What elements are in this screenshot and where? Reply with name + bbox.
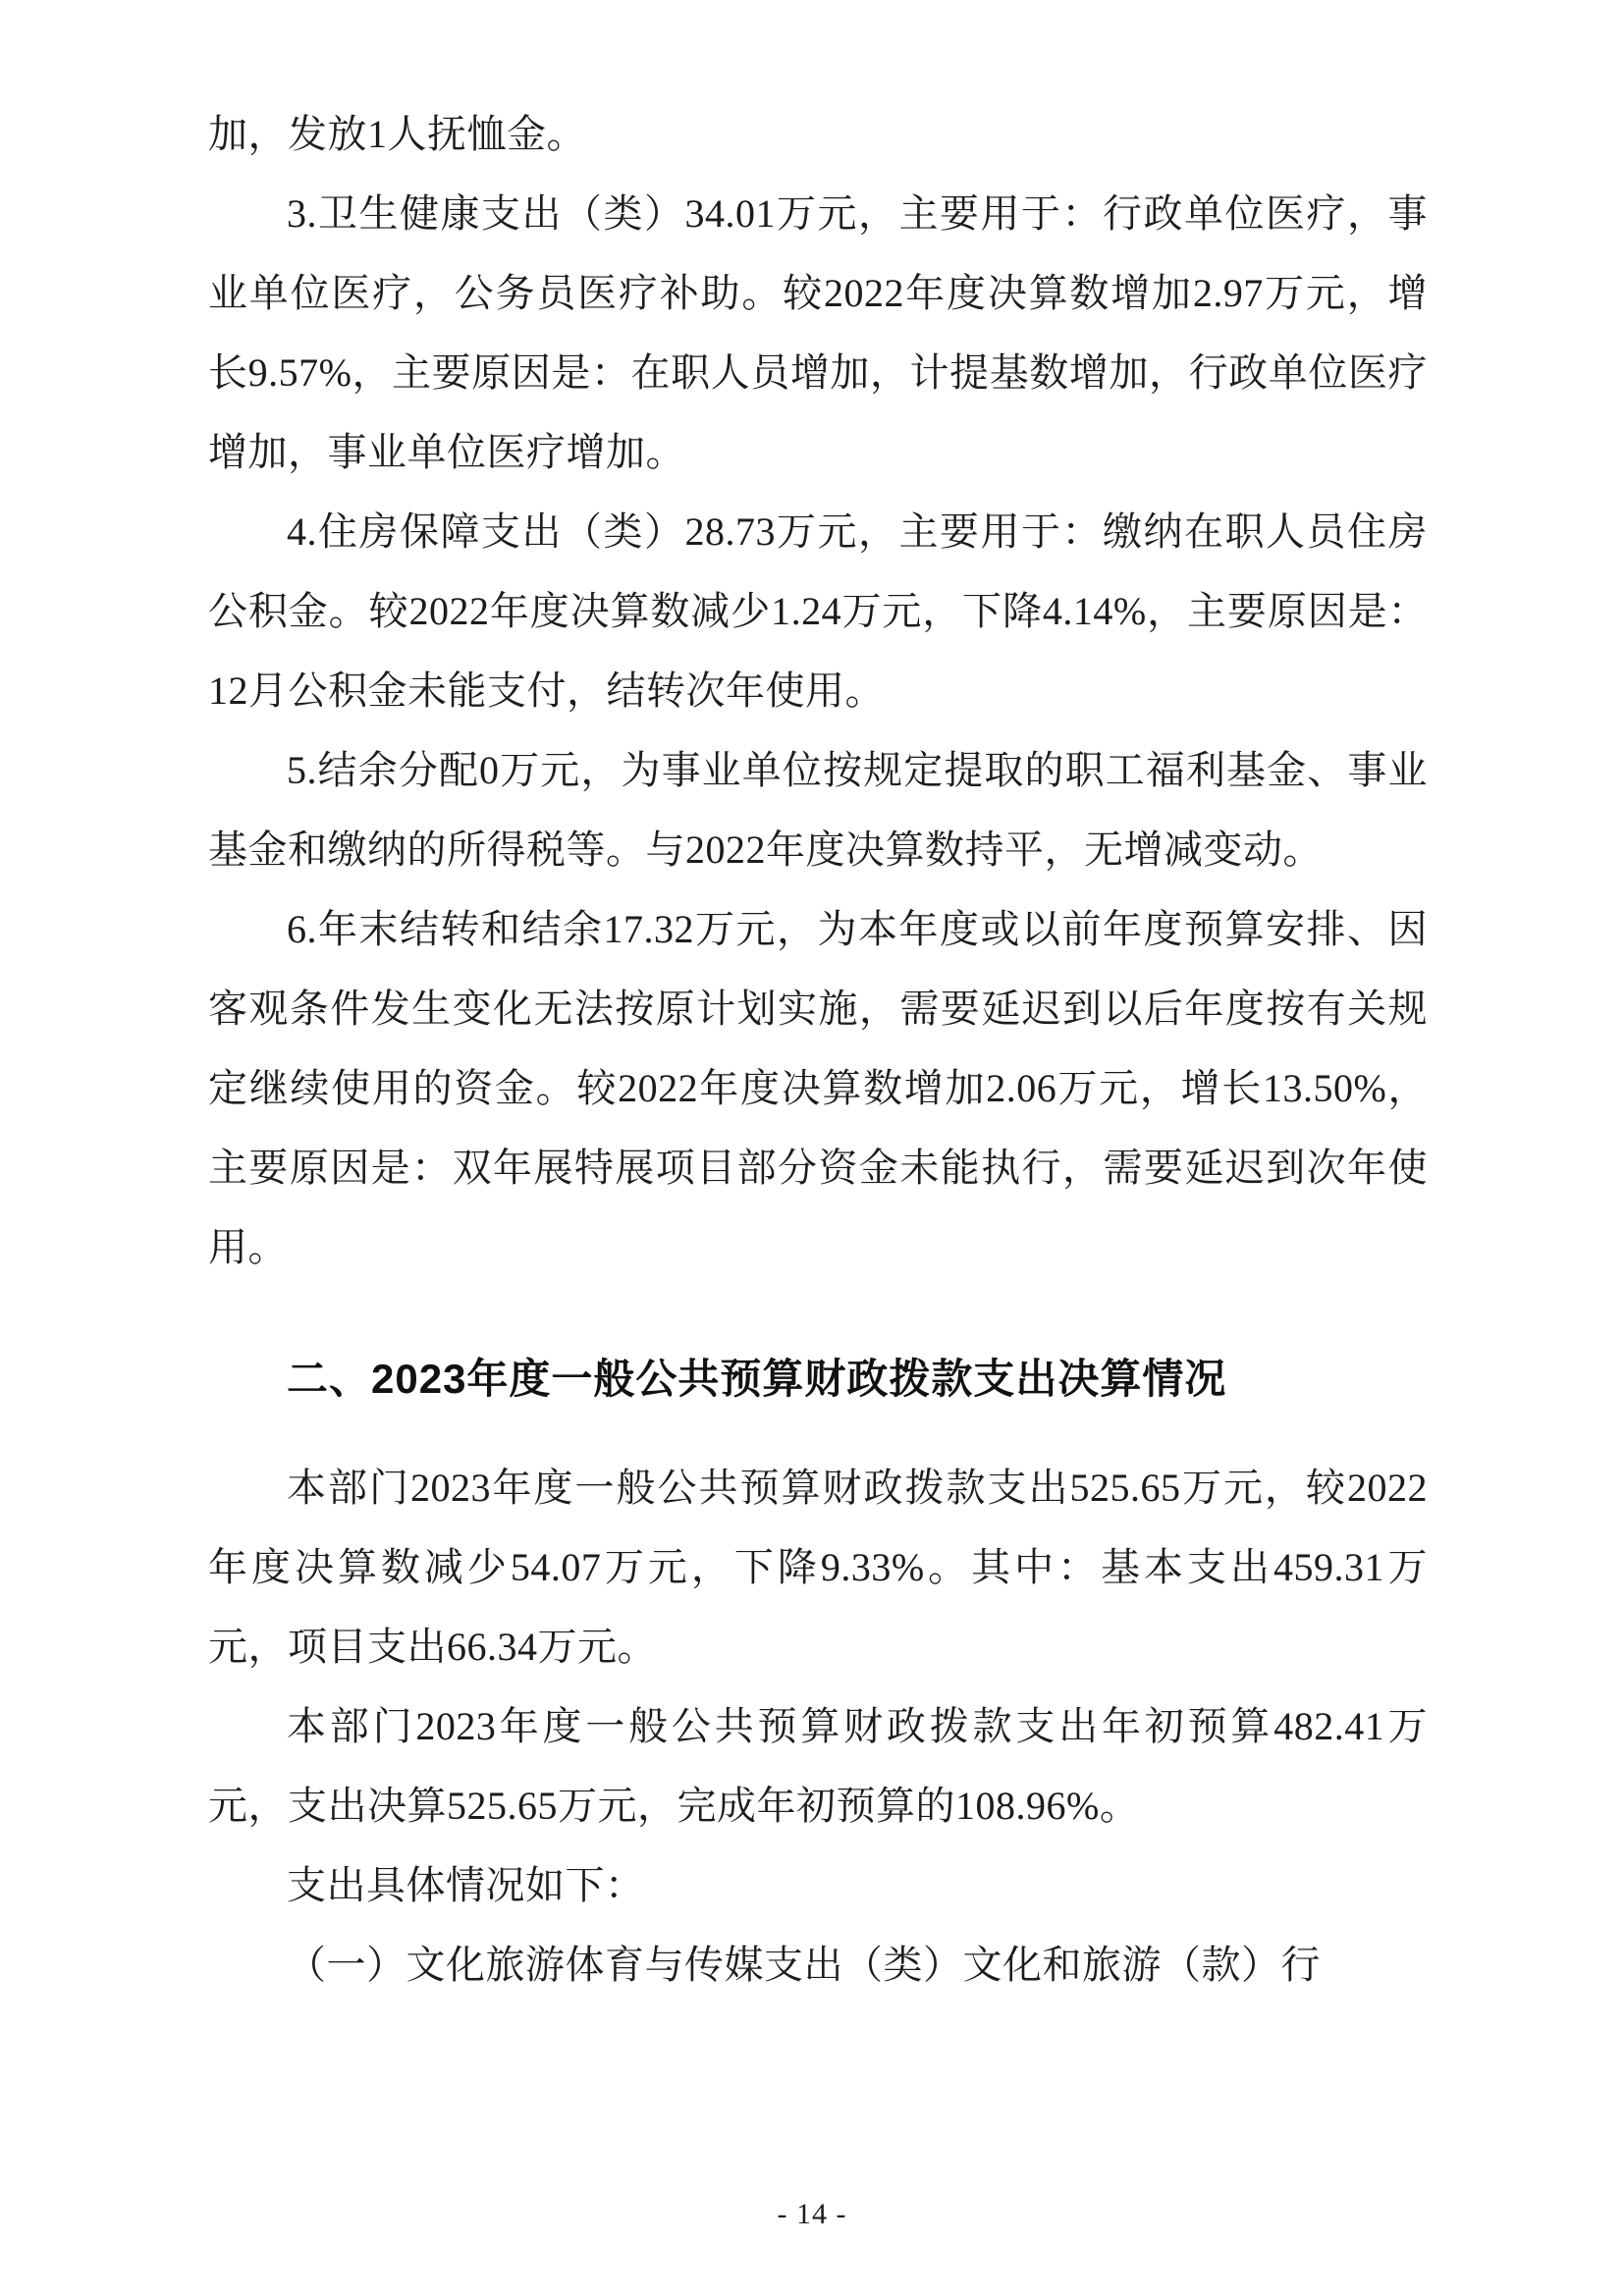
paragraph-item-5: 5.结余分配0万元，为事业单位按规定提取的职工福利基金、事业基金和缴纳的所得税等。与2022年度决算数持平，无增减变动。 [208,748,1428,872]
section-heading: 二、2023年度一般公共预算财政拨款支出决算情况 [287,1356,1227,1402]
paragraph-item-3: 3.卫生健康支出（类）34.01万元，主要用于：行政单位医疗，事业单位医疗，公务员医疗补助。较2022年度决算数增加2.97万元，增长9.57%，主要原因是：在职人员增加，计提基数增加，行政单位医疗增加，事业单位医疗增加。 [208,191,1428,474]
section-paragraph-1: 本部门2023年度一般公共预算财政拨款支出525.65万元，较2022年度决算数减少54.07万元，下降9.33%。其中：基本支出459.31万元，项目支出66.34万元。 [208,1466,1428,1669]
paragraph-item-4: 4.住房保障支出（类）28.73万元，主要用于：缴纳在职人员住房公积金。较2022年度决算数减少1.24万元，下降4.14%，主要原因是：12月公积金未能支付，结转次年使用。 [208,509,1428,713]
section-paragraph-3: 支出具体情况如下： [287,1863,645,1907]
section-paragraph-2: 本部门2023年度一般公共预算财政拨款支出年初预算482.41万元，支出决算525.65万元，完成年初预算的108.96%。 [208,1704,1428,1828]
document-body [208,94,1428,2004]
section-paragraph-4: （一）文化旅游体育与传媒支出（类）文化和旅游（款）行 [287,1943,1321,1987]
paragraph-continuation: 加，发放1人抚恤金。 [208,112,586,156]
page-number: - 14 - [777,2198,847,2230]
paragraph-item-6: 6.年末结转和结余17.32万元，为本年度或以前年度预算安排、因客观条件发生变化无法按原计划实施，需要延迟到以后年度按有关规定继续使用的资金。较2022年度决算数增加2.06万元，增长13.50%，主要原因是：双年展特展项目部分资金未能执行，需要延迟到次年使用。 [208,907,1428,1269]
